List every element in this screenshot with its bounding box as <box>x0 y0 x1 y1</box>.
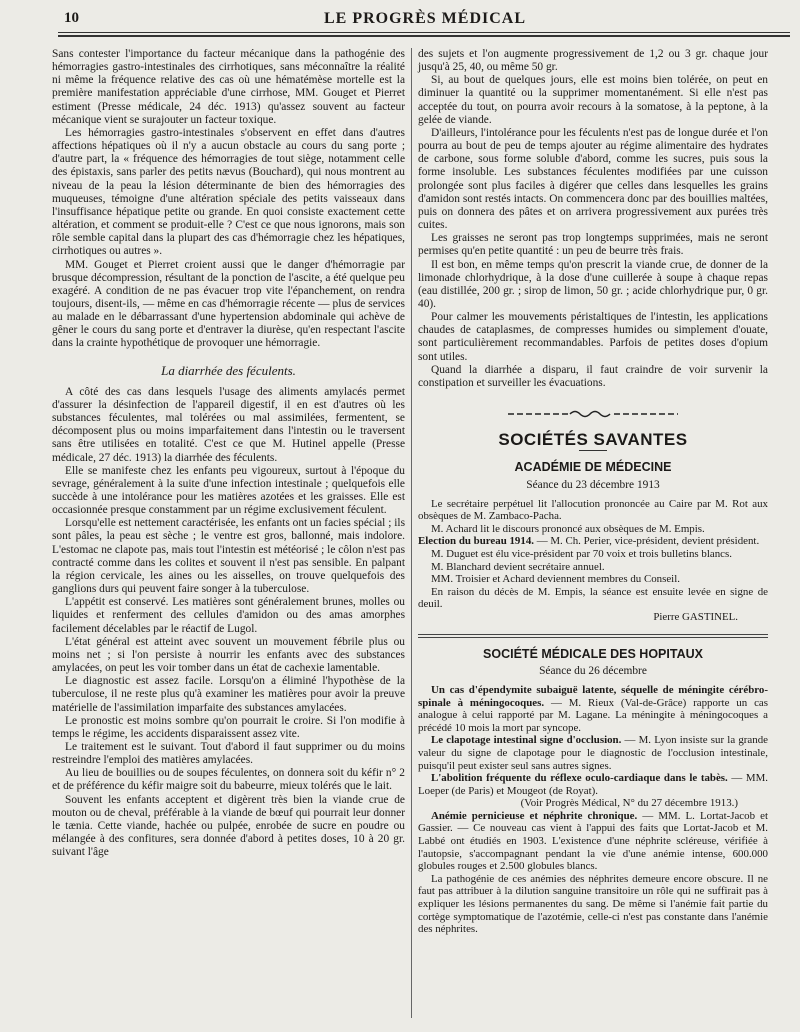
item-lead: Anémie pernicieuse et néphrite chronique. <box>431 809 638 822</box>
paragraph: Les graisses ne seront pas trop longtemps supprimées, mais ne seront permises qu'en petite quantité : un peu de beurre très frais. <box>418 232 768 258</box>
paragraph: Les hémorragies gastro-intestinales s'observent en effet dans d'autres affections hépatiques où il n'y a aucun obstacle au cours du sang porte ; d'autre part, la « fréquence des hémorragies de tout siège, notamment celle des épistaxis, sans parler des petits nævus (Bouchard), qui nous montrent au niveau de la peau la lésion déterminante de bien des hémorragies des muqueuses, témoigne d'une altération spéciale des petits vaisseaux dans l'insuffisance hépatique petite ou grande. En quoi consiste exactement cette altération, et comment se produit-elle ? C'est ce que nous ignorons, mais son rôle semble capital dans la plupart des cas d'hémorragie chez les hépatiques, cirrhotiques ou autres ». <box>52 126 405 258</box>
paragraph: Elle se manifeste chez les enfants peu vigoureux, surtout à l'époque du sevrage, généralement à la suite d'une infection intestinale ; quelquefois elle succède à une intolérance pour les matières azotées et les graisses. Elle est occasionnée presque constamment par un régime exclusivement féculent. <box>52 464 405 517</box>
paragraph: Le diagnostic est assez facile. Lorsqu'on a éliminé l'hypothèse de la tuberculose, il ne reste plus qu'à examiner les matières pour avoir la preuve matérielle de l'assimilation imparfaite des substances amylacées. <box>52 675 405 714</box>
paragraph: Lorsqu'elle est nettement caractérisée, les enfants ont un facies spécial ; ils sont pâles, la peau est sèche ; le ventre est gros, ballonné, mais indolore. L'estomac ne clapote pas, mais tout l'intestin est météorisé ; le côlon n'est pas contracté comme dans les colites et souvent il n'est pas sensible. En palpant la région cervicale, les aines ou les aisselles, on trouve quelquefois des ganglions durs qui peuvent faire songer à la tuberculose. <box>52 517 405 596</box>
paragraph: L'appétit est conservé. Les matières sont généralement brunes, molles ou liquides et renferment des cellules d'amidon ou des amas amorphes facilement décelables par le réactif de Lugol. <box>52 596 405 635</box>
paragraph: Il est bon, en même temps qu'on prescrit la viande crue, de donner de la limonade chlorhydrique, à la dose d'une cuillerée à soupe à chaque repas (eau distillée, 200 gr. ; sirop de limon, 50 gr. ; acide chlorhydrique pur, 0 gr. 40). <box>418 258 768 310</box>
paragraph: Le traitement est le suivant. Tout d'abord il faut supprimer ou du moins restreindre l'emploi des matières amylacées. <box>52 740 405 767</box>
paragraph: A côté des cas dans lesquels l'usage des aliments amylacés permet d'assurer la désinfection de l'appareil digestif, il en est d'autres où les substances féculentes, mal tolérées ou mal assimilées, fermentent, se décomposent plus ou moins imparfaitement dans l'intestin ou le traversent sans être utilisées en totalité. C'est ce que M. Hutinel appelle (Presse médicale, 27 déc. 1913) la diarrhée des féculents. <box>52 385 405 464</box>
paragraph: Souvent les enfants acceptent et digèrent très bien la viande crue de mouton ou de cheval, préférable à la viande de bœuf qui pourrait leur donner le tænia. Cette viande, hachée ou pulpée, enrobée de sucre en poudre ou mélangée à des confitures, sera donnée d'abord à petites doses, 10 à 20 gr. suivant l'âge <box>52 793 405 859</box>
paragraph: MM. Troisier et Achard deviennent membres du Conseil. <box>431 573 680 586</box>
reference: (Voir Progrès Médical, N° du 27 décembre 1913.) <box>520 797 738 810</box>
paragraph <box>418 772 768 797</box>
left-column <box>52 48 405 859</box>
paragraph: L'état général est atteint avec souvent un mouvement fébrile plus ou moins net ; si l'on persiste à nourrir les enfants avec des substances amylacées, on peut les voir tomber dans un état de cachexie lamentable. <box>52 635 405 675</box>
page-header <box>58 6 792 32</box>
ornament-divider <box>418 408 768 421</box>
item-text: — M. Ch. Perier, vice-président, devient président. <box>533 535 760 548</box>
flourish-icon <box>508 409 678 419</box>
session-date: Séance du 23 décembre 1913 <box>526 478 660 491</box>
paragraph <box>418 734 768 772</box>
paragraph: des sujets et l'on augmente progressivement de 1,2 ou 3 gr. chaque jour jusqu'à 25, 40, ou même 50 gr. <box>418 48 768 74</box>
paragraph: D'ailleurs, l'intolérance pour les féculents n'est pas de longue durée et l'on pourra au bout de peu de temps ajouter au régime alimentaire des hydrates de carbone, sous forme soluble d'abord, comme les sucres, puis sous la forme insoluble. Les substances féculentes modifiées par une cuisson prolongée sont plus faciles à digérer que celles dans lesquelles les grains d'amidon sont restés intacts. On commencera donc par des bouillies maltées, puis on donnera des pâtes et on arrivera progressivement aux purées très cuites. <box>418 126 768 232</box>
session-date: Séance du 26 décembre <box>539 664 647 677</box>
section-rule <box>418 634 768 638</box>
paragraph: La pathogénie de ces anémies des néphrites demeure encore obscure. Il ne faut pas attribuer à la dilution sanguine transitoire un rôle qui ne suffirait pas à expliquer les lésions permanentes du sang. De même si l'anémie fait partie du cortège symptomatique de l'azotémie, celle-ci n'est pas constante dans l'anémie des néphrites. <box>418 872 768 936</box>
item-lead: Un cas d'épendymite subaiguë latente, séquelle de méningite cérébro-spinale à méningocoques. <box>418 683 768 709</box>
paragraph: Sans contester l'importance du facteur mécanique dans la pathogénie des hémorragies gastro-intestinales des cirrhotiques, sans méconnaître la réalité ni même la fréquence relative des cas où une hématémèse mortelle est la première manifestation appréciable d'une cirrhose, MM. Gouget et Pierret estiment (Presse médicale, 24 déc. 1913) qu'assez souvent au facteur mécanique vient se surajouter un facteur toxique. <box>52 48 405 126</box>
journal-title: LE PROGRÈS MÉDICAL <box>323 10 527 27</box>
column-divider <box>411 48 412 1018</box>
paragraph: Si, au bout de quelques jours, elle est moins bien tolérée, on peut en diminuer la quantité ou la supprimer momentanément. Si elle n'est pas acceptée du tout, on pourra avoir recours à la somatose, à la peptone, à la gelée de viande. <box>418 74 768 126</box>
paragraph: Pour calmer les mouvements péristaltiques de l'intestin, les applications chaudes de cataplasmes, de compresses humides ou simplement d'ouate, sont particulièrement recommandables. Parfois de petites doses d'opium sont utiles. <box>418 311 768 363</box>
paragraph: En raison du décès de M. Empis, la séance est ensuite levée en signe de deuil. <box>418 585 768 611</box>
short-rule <box>579 450 607 451</box>
signature: Pierre GASTINEL. <box>653 611 738 624</box>
paragraph: Au lieu de bouillies ou de soupes féculentes, on donnera soit du kéfir n° 2 et de préférence du kéfir maigre soit du babeurre, mieux tolérés que le lait. <box>52 767 405 793</box>
item-text: — MM. L. Lortat-Jacob et Gassier. — Ce nouveau cas vient à l'appui des faits que Lortat-Jacob et M. Labbé ont étudiés en 1903. L'existence d'une néphrite scléreuse, vérifiée à l'autopsie, s'accompagnant pendant la vie d'une anémie intense, 600.000 globules rouges et 2.500 globules blancs. <box>418 809 768 873</box>
hopitaux-report <box>418 684 768 936</box>
paragraph: M. Duguet est élu vice-président par 70 voix et trois bulletins blancs. <box>431 548 732 561</box>
paragraph <box>418 810 768 873</box>
paragraph: M. Achard lit le discours prononcé aux obsèques de M. Empis. <box>431 522 705 535</box>
paragraph: Quand la diarrhée a disparu, il faut craindre de voir survenir la constipation et surveiller les évacuations. <box>418 363 768 389</box>
paragraph: M. Blanchard devient secrétaire annuel. <box>431 560 605 573</box>
page-number: 10 <box>64 10 79 26</box>
item-text: — M. Rieux (Val-de-Grâce) rapporte un cas analogue à celui rapporté par M. Lagane. La méningite à méningocoques a précédé 10 mois la mort par syncope. <box>418 696 768 734</box>
paragraph <box>418 535 768 548</box>
paragraph <box>418 684 768 734</box>
item-lead: Le clapotage intestinal signe d'occlusion. <box>431 734 622 747</box>
paragraph: Le secrétaire perpétuel lit l'allocution prononcée au Caire par M. Rot aux obsèques de M. Zambaco-Pacha. <box>418 497 768 523</box>
academie-report <box>418 498 768 624</box>
right-column <box>418 48 768 936</box>
society-title: SOCIÉTÉ MÉDICALE DES HOPITAUX <box>483 646 703 661</box>
item-text: — MM. Loeper (de Paris) et Mougeot (de Royat). <box>418 772 768 797</box>
paragraph: MM. Gouget et Pierret croient aussi que le danger d'hémorragie par brusque décompression, résultant de la ponction de l'ascite, a été quelque peu exagéré. A condition de ne pas évacuer trop vite l'épanchement, on rendra toujours, disent-ils, — même en cas d'hémorragie récente — plus de services au malade en le débarrassant d'une hypertension abdominale qui achève de gêner le cours du sang porte et d'entraver la diurèse, qu'en respectant l'ascite dans la crainte hypothétique de provoquer une hémorragie. <box>52 258 405 350</box>
header-rule <box>58 32 790 37</box>
item-lead: L'abolition fréquente du réflexe oculo-cardiaque dans le tabès. <box>431 772 728 785</box>
item-lead: Election du bureau 1914. <box>418 535 534 548</box>
article-subheading: La diarrhée des féculents. <box>161 362 296 378</box>
section-title: SOCIÉTÉS SAVANTES <box>498 430 688 450</box>
item-text: — M. Lyon insiste sur la grande valeur du signe de clapotage pour le diagnostic de l'occlusion intestinale, puisqu'il peut exister seul sans autres signes. <box>418 734 768 772</box>
society-title: ACADÉMIE DE MÉDECINE <box>514 460 672 475</box>
paragraph: Le pronostic est moins sombre qu'on pourrait le croire. Si l'on modifie à temps le régime, les accidents disparaissent assez vite. <box>52 714 405 740</box>
